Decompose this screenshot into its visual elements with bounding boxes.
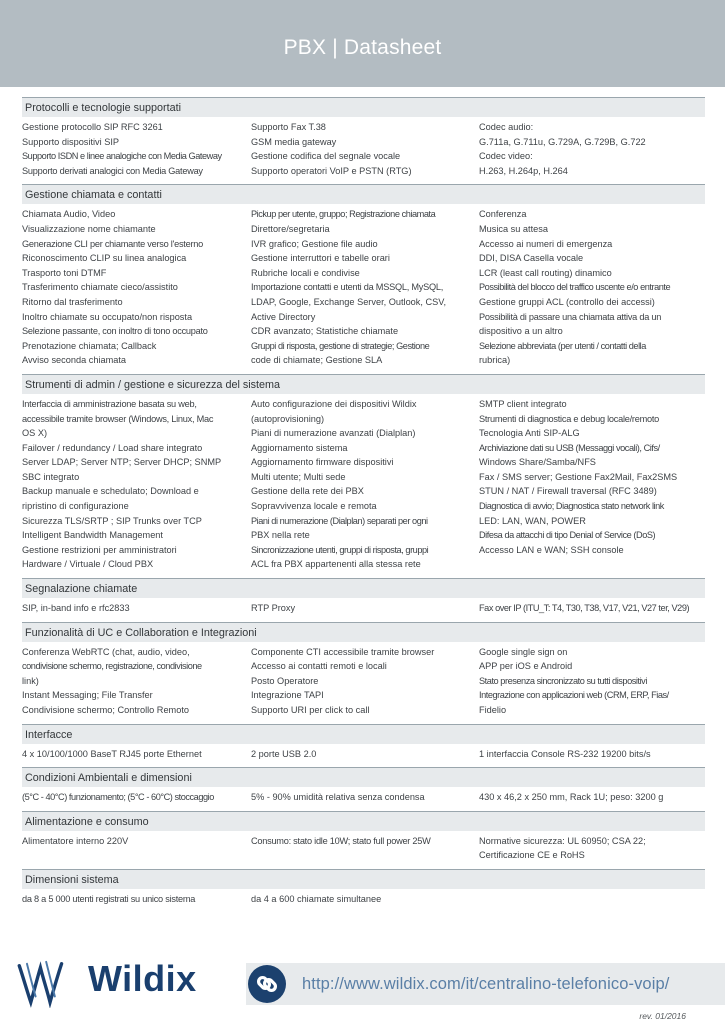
spec-line: Visualizzazione nome chiamante [22, 223, 156, 234]
section-body [22, 204, 705, 374]
section [22, 724, 705, 768]
section-column [251, 120, 479, 178]
datasheet-content [22, 97, 705, 913]
spec-line: Stato presenza sincronizzato su tutti dispositivi [479, 675, 647, 686]
section [22, 622, 705, 724]
spec-line: Instant Messaging; File Transfer [22, 690, 153, 701]
spec-line: Gruppi di risposta, gestione di strategie; Gestione [251, 340, 430, 351]
spec-line: 4 x 10/100/1000 BaseT RJ45 porte Ethernet [22, 748, 202, 759]
section-column [251, 645, 479, 718]
section-column [251, 892, 479, 907]
section [22, 811, 705, 869]
spec-line: Interfaccia di amministrazione basata su web, [22, 398, 197, 409]
page-title: PBX | Datasheet [283, 36, 442, 59]
section-column [479, 207, 705, 368]
section-column [22, 207, 251, 368]
spec-line: Alimentatore interno 220V [22, 835, 129, 846]
spec-line: Accesso LAN e WAN; SSH console [479, 544, 624, 555]
page-header [0, 0, 725, 87]
spec-line: Piani di numerazione avanzati (Dialplan) [251, 428, 416, 439]
section-column [22, 397, 251, 572]
spec-line: Accesso ai numeri di emergenza [479, 238, 613, 249]
spec-line: Codec video: [479, 151, 533, 162]
section-column [22, 645, 251, 718]
spec-line: Riconoscimento CLIP su linea analogica [22, 253, 187, 264]
spec-line: LED: LAN, WAN, POWER [479, 515, 586, 526]
spec-line: Gestione restrizioni per amministratori [22, 544, 177, 555]
spec-line: Gestione della rete dei PBX [251, 486, 364, 497]
website-link[interactable]: http://www.wildix.com/it/centralino-telefonico-voip/ [302, 975, 670, 993]
section-column [22, 790, 251, 805]
section-title: Segnalazione chiamate [22, 578, 705, 598]
section-column [251, 790, 479, 805]
spec-line: Server LDAP; Server NTP; Server DHCP; SNMP [22, 457, 222, 468]
section [22, 578, 705, 622]
section [22, 184, 705, 374]
spec-line: Integrazione TAPI [251, 690, 324, 701]
spec-line: Sincronizzazione utenti, gruppi di risposta, gruppi [251, 544, 429, 555]
wildix-logo-icon [16, 958, 86, 1008]
spec-line: Supporto ISDN e linee analogiche con Media Gateway [22, 151, 222, 162]
spec-line: Generazione CLI per chiamante verso l'esterno [22, 238, 203, 249]
spec-line: Supporto derivati analogici con Media Gateway [22, 165, 203, 176]
spec-line: da 4 a 600 chiamate simultanee [251, 893, 382, 904]
spec-line: Intelligent Bandwidth Management [22, 530, 163, 541]
spec-line: Posto Operatore [251, 675, 319, 686]
spec-line: accessibile tramite browser (Windows, Linux, Mac [22, 413, 214, 424]
section [22, 767, 705, 811]
section-column [479, 747, 705, 762]
spec-line: Accesso ai contatti remoti e locali [251, 661, 387, 672]
spec-line: Componente CTI accessibile tramite browser [251, 646, 435, 657]
spec-line: Condivisione schermo; Controllo Remoto [22, 705, 189, 715]
spec-line: Active Directory [251, 311, 316, 322]
spec-line: Hardware / Virtuale / Cloud PBX [22, 559, 154, 570]
spec-line: PBX nella rete [251, 530, 310, 541]
section-title: Funzionalità di UC e Collaboration e Integrazioni [22, 622, 705, 642]
spec-line: Codec audio: [479, 122, 534, 132]
spec-line: OS X) [22, 428, 48, 439]
section-title: Gestione chiamata e contatti [22, 184, 705, 204]
spec-line: Trasporto toni DTMF [22, 267, 107, 278]
spec-line: rubrica) [479, 355, 511, 366]
section-title: Protocolli e tecnologie supportati [22, 97, 705, 117]
spec-line: Fidelio [479, 705, 507, 715]
section-body [22, 394, 705, 578]
spec-line: 430 x 46,2 x 250 mm, Rack 1U; peso: 3200 g [479, 792, 664, 803]
spec-line: H.263, H.264p, H.264 [479, 165, 568, 176]
spec-line: Fax over IP (ITU_T: T4, T30, T38, V17, V21, V27 ter, V29) [479, 603, 690, 614]
section-column [22, 834, 251, 863]
spec-line: Fax / SMS server; Gestione Fax2Mail, Fax2SMS [479, 471, 678, 482]
section-column [251, 601, 479, 616]
spec-line: Tecnologia Anti SIP-ALG [479, 428, 580, 439]
section-column [479, 397, 705, 572]
spec-line: Possibilità del blocco del traffico uscente e/o entrante [479, 282, 671, 293]
spec-line: DDI, DISA Casella vocale [479, 253, 584, 264]
spec-line: Trasferimento chiamate cieco/assistito [22, 282, 178, 293]
section-column [479, 601, 705, 616]
spec-line: STUN / NAT / Firewall traversal (RFC 3489) [479, 486, 657, 497]
section-title: Dimensioni sistema [22, 869, 705, 889]
section-body [22, 744, 705, 768]
spec-line: (autoprovisioning) [251, 413, 325, 424]
revision-label: rev. 01/2016 [639, 1011, 686, 1021]
spec-line: SIP, in-band info e rfc2833 [22, 603, 130, 614]
section-title: Strumenti di admin / gestione e sicurezza del sistema [22, 374, 705, 394]
spec-line: Integrazione con applicazioni web (CRM, ERP, Fias/ [479, 690, 669, 701]
spec-line: Gestione gruppi ACL (controllo dei accessi) [479, 296, 655, 307]
spec-line: da 8 a 5 000 utenti registrati su unico sistema [22, 893, 196, 904]
spec-line: Supporto dispositivi SIP [22, 136, 120, 147]
spec-line: Strumenti di diagnostica e debug locale/remoto [479, 413, 660, 424]
spec-line: Possibilità di passare una chiamata attiva da un [479, 311, 662, 322]
spec-line: GSM media gateway [251, 136, 337, 147]
spec-line: Sicurezza TLS/SRTP ; SIP Trunks over TCP [22, 515, 202, 526]
spec-line: CDR avanzato; Statistiche chiamate [251, 326, 399, 337]
spec-line: 5% - 90% umidità relativa senza condensa [251, 792, 425, 803]
spec-line: Gestione protocollo SIP RFC 3261 [22, 122, 163, 132]
spec-line: (5°C - 40°C) funzionamento; (5°C - 60°C) stoccaggio [22, 792, 214, 803]
link-icon [248, 965, 286, 1003]
spec-line: Conferenza WebRTC (chat, audio, video, [22, 646, 190, 657]
spec-line: Prenotazione chiamata; Callback [22, 340, 157, 351]
spec-line: Chiamata Audio, Video [22, 209, 116, 220]
spec-line: Selezione abbreviata (per utenti / contatti della [479, 340, 646, 351]
spec-line: Inoltro chiamate su occupato/non risposta [22, 311, 193, 322]
spec-line: Supporto Fax T.38 [251, 122, 326, 132]
spec-line: Rubriche locali e condivise [251, 267, 360, 278]
section-column [479, 645, 705, 718]
spec-line: link) [22, 675, 39, 686]
brand-logo-text: Wildix [88, 958, 197, 999]
spec-line: Selezione passante, con inoltro di tono occupato [22, 326, 208, 337]
spec-line: Failover / redundancy / Load share integrato [22, 442, 203, 453]
spec-line: SMTP client integrato [479, 398, 567, 409]
spec-line: Supporto URI per click to call [251, 705, 370, 715]
spec-line: Pickup per utente, gruppo; Registrazione chiamata [251, 209, 436, 220]
section-column [251, 834, 479, 863]
spec-line: Piani di numerazione (Dialplan) separati per ogni [251, 515, 428, 526]
spec-line: Certificazione CE e RoHS [479, 850, 585, 861]
spec-line: Aggiornamento sistema [251, 442, 348, 453]
url-bar[interactable] [246, 963, 725, 1005]
spec-line: IVR grafico; Gestione file audio [251, 238, 378, 249]
section-title: Condizioni Ambientali e dimensioni [22, 767, 705, 787]
spec-line: Gestione codifica del segnale vocale [251, 151, 401, 162]
spec-line: Auto configurazione dei dispositivi Wildix [251, 398, 417, 409]
section-title: Alimentazione e consumo [22, 811, 705, 831]
spec-line: Difesa da attacchi di tipo Denial of Service (DoS) [479, 530, 656, 541]
spec-line: Musica su attesa [479, 223, 548, 234]
section-body [22, 117, 705, 184]
section [22, 97, 705, 184]
section [22, 374, 705, 578]
section-column [22, 747, 251, 762]
section [22, 869, 705, 913]
section-column [251, 397, 479, 572]
spec-line: Supporto operatori VoIP e PSTN (RTG) [251, 165, 412, 176]
footer [0, 950, 725, 1024]
spec-line: 2 porte USB 2.0 [251, 748, 317, 759]
spec-line: dispositivo a un altro [479, 326, 563, 337]
section-body [22, 889, 705, 913]
section-column [479, 790, 705, 805]
section-column [22, 892, 251, 907]
spec-line: Diagnostica di avvio; Diagnostica stato network link [479, 501, 664, 512]
section-column [479, 892, 705, 907]
spec-line: Backup manuale e schedulato; Download e [22, 486, 199, 497]
spec-line: Multi utente; Multi sede [251, 471, 346, 482]
spec-line: LDAP, Google, Exchange Server, Outlook, CSV, [251, 296, 447, 307]
spec-line: 1 interfaccia Console RS-232 19200 bits/s [479, 748, 651, 759]
spec-line: Normative sicurezza: UL 60950; CSA 22; [479, 835, 646, 846]
spec-line: Direttore/segretaria [251, 223, 330, 234]
section-title: Interfacce [22, 724, 705, 744]
spec-line: LCR (least call routing) dinamico [479, 267, 612, 278]
spec-line: Google single sign on [479, 646, 568, 657]
section-body [22, 831, 705, 869]
spec-line: code di chiamate; Gestione SLA [251, 355, 383, 366]
section-column [479, 120, 705, 178]
spec-line: Windows Share/Samba/NFS [479, 457, 596, 468]
spec-line: ACL fra PBX appartenenti alla stessa rete [251, 559, 421, 570]
spec-line: Avviso seconda chiamata [22, 355, 127, 366]
section-column [251, 207, 479, 368]
spec-line: condivisione schermo, registrazione, condivisione [22, 661, 202, 672]
spec-line: APP per iOS e Android [479, 661, 573, 672]
spec-line: Archiviazione dati su USB (Messaggi vocali), Cifs/ [479, 442, 660, 453]
section-body [22, 598, 705, 622]
spec-line: Gestione interruttori e tabelle orari [251, 253, 390, 264]
spec-line: Ritorno dal trasferimento [22, 296, 123, 307]
spec-line: Conferenza [479, 209, 527, 220]
spec-line: Sopravvivenza locale e remota [251, 501, 377, 512]
section-body [22, 787, 705, 811]
section-body [22, 642, 705, 724]
spec-line: SBC integrato [22, 471, 80, 482]
section-column [251, 747, 479, 762]
section-column [479, 834, 705, 863]
spec-line: ripristino di configurazione [22, 501, 129, 512]
section-column [22, 120, 251, 178]
spec-line: Importazione contatti e utenti da MSSQL, MySQL, [251, 282, 444, 293]
section-column [22, 601, 251, 616]
spec-line: RTP Proxy [251, 603, 296, 614]
spec-line: Aggiornamento firmware dispositivi [251, 457, 394, 468]
spec-line: G.711a, G.711u, G.729A, G.729B, G.722 [479, 136, 646, 147]
spec-line: Consumo: stato idle 10W; stato full power 25W [251, 835, 431, 846]
